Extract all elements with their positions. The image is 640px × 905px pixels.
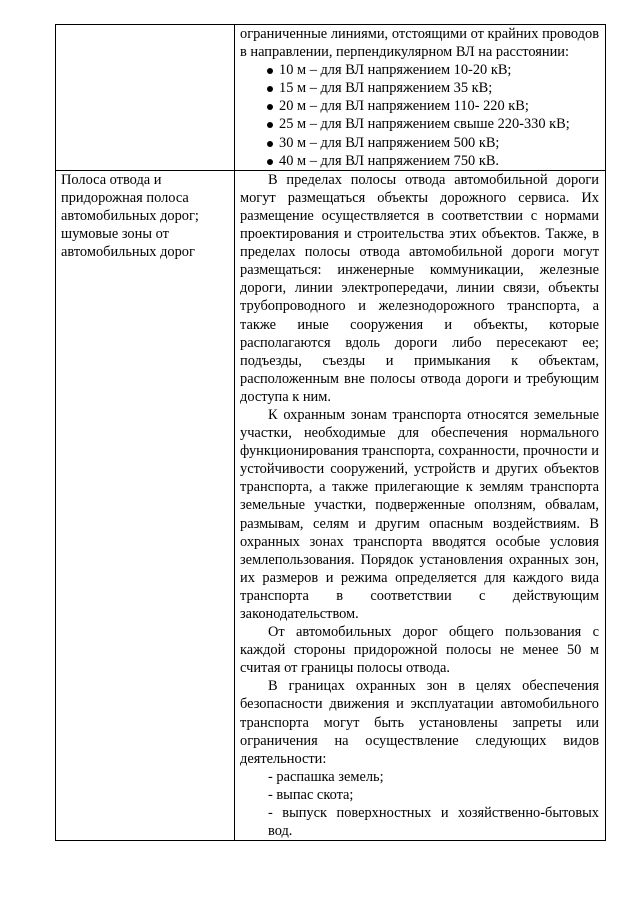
table-row bbox=[56, 25, 606, 171]
regulation-table bbox=[55, 24, 606, 841]
list-item: 15 м – для ВЛ напряжением 35 кВ; bbox=[267, 79, 599, 97]
description-paragraph: ограниченные линиями, отстоящими от крайних проводов в направлении, перпендикулярном ВЛ на расстоянии: bbox=[240, 26, 599, 61]
list-item: 10 м – для ВЛ напряжением 10-20 кВ; bbox=[267, 61, 599, 79]
restriction-item: - распашка земель; bbox=[268, 768, 384, 785]
zone-description-cell bbox=[235, 25, 606, 171]
list-item: 40 м – для ВЛ напряжением 750 кВ. bbox=[267, 152, 599, 170]
zone-name-cell: Полоса отвода и придорожная полоса автомобильных дорог; шумовые зоны от автомобильных дорог bbox=[56, 170, 235, 840]
restriction-item: - выпас скота; bbox=[268, 786, 354, 803]
table-row bbox=[56, 170, 606, 840]
zone-description-cell bbox=[235, 170, 606, 840]
list-item: 25 м – для ВЛ напряжением свыше 220-330 кВ; bbox=[267, 115, 599, 133]
restriction-item: - выпуск поверхностных и хозяйственно-бытовых вод. bbox=[268, 805, 599, 840]
list-item: 30 м – для ВЛ напряжением 500 кВ; bbox=[267, 134, 599, 152]
description-paragraph: К охранным зонам транспорта относятся земельные участки, необходимые для обеспечения нормального функционирования транспорта, сохранности, прочности и устойчивости сооружений, устройств и других объектов транспорта, а также прилегающие к землям транспорта земельные участки, подверженные оползням, обвалам, размывам, селям и другим опасным воздействиям. В охранных зонах транспорта вводятся особые условия землепользования. Порядок установления охранных зон, их размеров и режима определяется для каждого вида транспорта в соответствии с действующим законодательством. bbox=[240, 406, 599, 622]
description-paragraph: В границах охранных зон в целях обеспечения безопасности движения и эксплуатации автомобильного транспорта могут быть установлены запреты или ограничения на осуществление следующих видов деятельности: bbox=[240, 678, 599, 767]
voltage-distance-list bbox=[240, 61, 599, 170]
list-item: 20 м – для ВЛ напряжением 110- 220 кВ; bbox=[267, 97, 599, 115]
description-paragraph: От автомобильных дорог общего пользования с каждой стороны придорожной полосы не менее 50 м считая от границы полосы отвода. bbox=[240, 624, 599, 677]
description-paragraph: В пределах полосы отвода автомобильной дороги могут размещаться объекты дорожного сервиса. Их размещение осуществляется в соответствии с нормами проектирования и строительства этих объектов. Также, в пределах полосы отвода автомобильной дороги могут размещаться: инженерные коммуникации, железные дороги, линии электропередачи, линии связи, объекты трубопроводного и железнодорожного транспорта, а также иные сооружения и объекты, которые располагаются вдоль дороги либо пересекают ее; подъезды, съезды и примыкания к объектам, расположенным вне полосы отвода дороги и требующим доступа к ним. bbox=[240, 171, 599, 405]
zone-name-cell bbox=[56, 25, 235, 171]
